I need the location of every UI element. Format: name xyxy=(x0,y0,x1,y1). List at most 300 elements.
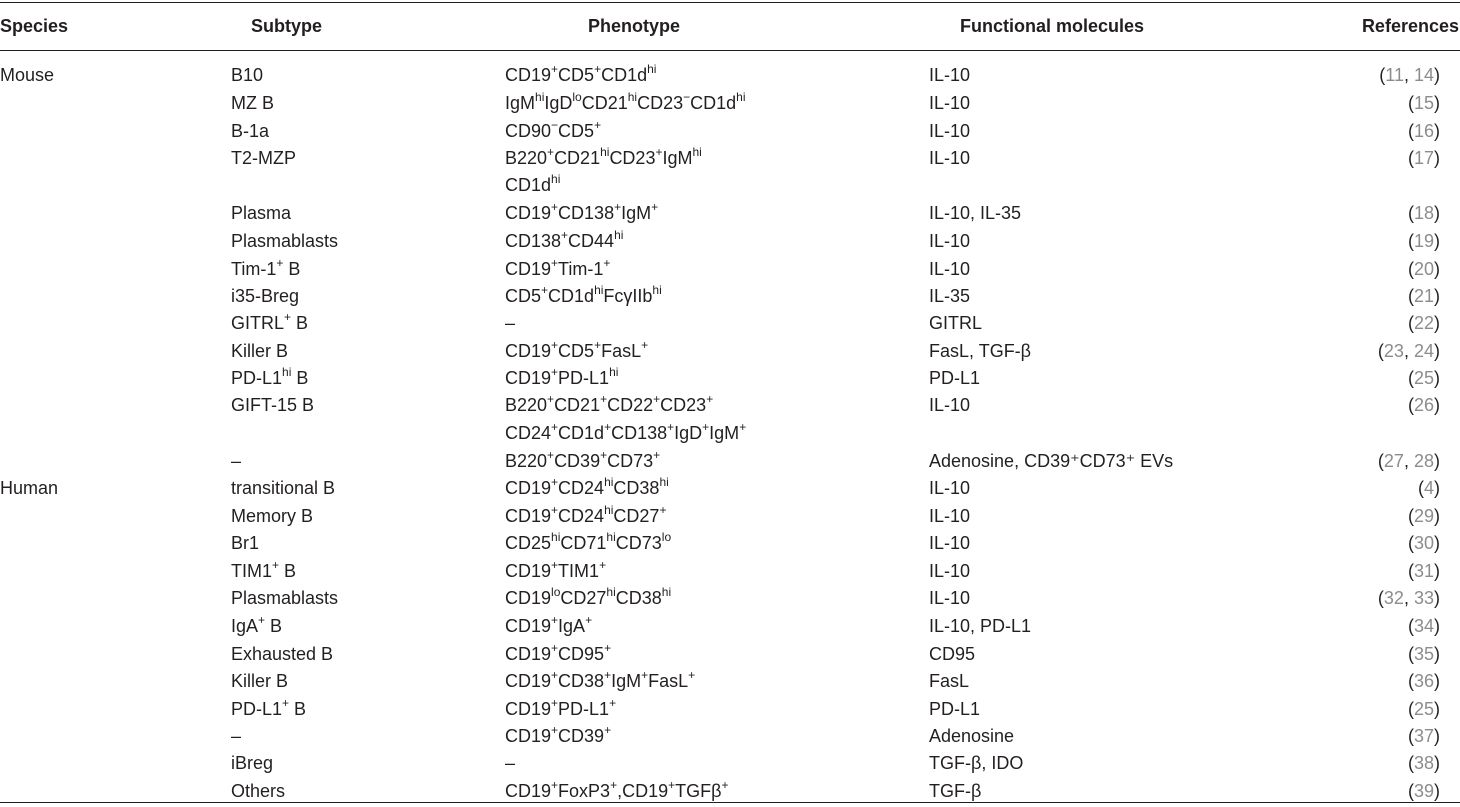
text-segment: CD25 xyxy=(505,533,552,553)
reference-link[interactable]: 37 xyxy=(1413,726,1434,746)
superscript: + xyxy=(651,200,659,214)
superscript: lo xyxy=(572,90,582,104)
references-cell: (22) xyxy=(1407,313,1440,333)
text-segment: CD19 xyxy=(505,781,552,801)
subtype-cell xyxy=(231,780,285,802)
text-segment: PD-L1 xyxy=(558,699,610,719)
table-row xyxy=(0,477,1460,504)
reference-link[interactable]: 34 xyxy=(1413,616,1434,636)
reference-link[interactable]: 25 xyxy=(1413,699,1434,719)
header-subtype: Subtype xyxy=(251,16,323,36)
text-segment: CD95 xyxy=(558,644,605,664)
phenotype-cell xyxy=(505,477,669,499)
text-segment: CD5 xyxy=(558,341,595,361)
text-segment: ,CD19 xyxy=(617,781,669,801)
text-segment: CD1d xyxy=(690,93,737,113)
text-segment: iBreg xyxy=(231,753,274,773)
superscript: + xyxy=(551,338,559,352)
text-segment: CD19 xyxy=(505,341,552,361)
superscript: hi xyxy=(692,145,702,159)
header-phenotype: Phenotype xyxy=(588,16,681,36)
superscript: + xyxy=(659,503,667,517)
superscript: + xyxy=(604,668,612,682)
subtype-cell xyxy=(231,92,274,114)
reference-link[interactable]: 18 xyxy=(1413,203,1434,223)
functional-molecules-cell: IL-10 xyxy=(929,506,971,526)
text-segment: Br1 xyxy=(231,533,260,553)
reference-link[interactable]: 11 xyxy=(1385,65,1404,85)
references-cell: (15) xyxy=(1407,93,1440,113)
functional-molecules-cell: FasL xyxy=(929,671,970,691)
table-header-rule xyxy=(0,50,1460,51)
functional-molecules-cell: IL-10 xyxy=(929,259,971,279)
reference-link[interactable]: 26 xyxy=(1413,395,1434,415)
text-segment: B xyxy=(279,561,297,581)
subtype-cell xyxy=(231,725,241,747)
superscript: hi xyxy=(604,503,614,517)
text-segment: FoxP3 xyxy=(558,781,611,801)
reference-link[interactable]: 38 xyxy=(1413,753,1434,773)
text-segment: T2-MZP xyxy=(231,148,296,168)
table-row xyxy=(0,202,1460,229)
text-segment: CD19 xyxy=(505,726,552,746)
text-segment: CD19 xyxy=(505,561,552,581)
text-segment: IgA xyxy=(231,616,259,636)
text-segment: CD138 xyxy=(611,423,668,443)
text-segment: CD90 xyxy=(505,121,552,141)
references-cell: (36) xyxy=(1407,671,1440,691)
superscript: + xyxy=(702,420,710,434)
text-segment: IgM xyxy=(505,93,536,113)
text-segment: CD19 xyxy=(505,588,552,608)
subtype-cell xyxy=(231,285,299,307)
table-row xyxy=(0,120,1460,147)
reference-link[interactable]: 32 xyxy=(1383,588,1404,608)
text-segment: CD71 xyxy=(560,533,607,553)
superscript: hi xyxy=(627,90,638,104)
functional-molecules-cell: IL-10 xyxy=(929,231,971,251)
reference-link[interactable]: 22 xyxy=(1413,313,1434,333)
text-segment: CD24 xyxy=(505,423,552,443)
reference-link[interactable]: 27 xyxy=(1383,451,1404,471)
reference-link[interactable]: 31 xyxy=(1413,561,1434,581)
text-segment: Plasmablasts xyxy=(231,231,339,251)
reference-link[interactable]: 24 xyxy=(1413,341,1434,361)
subtype-cell xyxy=(231,64,263,86)
superscript: hi xyxy=(606,530,616,544)
text-segment: Killer B xyxy=(231,671,289,691)
references-cell: (11, 14) xyxy=(1379,65,1440,85)
text-segment: CD24 xyxy=(558,478,605,498)
phenotype-cell xyxy=(505,202,658,224)
phenotype-cell xyxy=(505,422,746,444)
functional-molecules-cell: IL-10 xyxy=(929,533,971,553)
subtype-cell xyxy=(231,202,291,224)
text-segment: CD21 xyxy=(554,148,601,168)
reference-link[interactable]: 14 xyxy=(1413,65,1434,85)
subtype-cell xyxy=(231,560,296,582)
text-segment: TIM1 xyxy=(558,561,600,581)
text-segment: CD23 xyxy=(609,148,656,168)
text-segment: B-1a xyxy=(231,121,270,141)
functional-molecules-cell: GITRL xyxy=(929,313,983,333)
superscript: hi xyxy=(661,585,672,599)
text-segment: CD73 xyxy=(607,451,654,471)
text-segment: CD22 xyxy=(607,395,654,415)
superscript: + xyxy=(551,668,559,682)
text-segment: B220 xyxy=(505,148,548,168)
table-row xyxy=(0,92,1460,119)
reference-link[interactable]: 16 xyxy=(1413,121,1434,141)
text-segment: IgM xyxy=(662,148,693,168)
superscript: − xyxy=(683,90,691,104)
references-cell: (25) xyxy=(1407,699,1440,719)
text-segment: CD27 xyxy=(560,588,607,608)
text-segment: transitional B xyxy=(231,478,336,498)
functional-molecules-cell: IL-10 xyxy=(929,561,971,581)
table-row xyxy=(0,340,1460,367)
superscript: + xyxy=(604,723,612,737)
text-segment: IgM xyxy=(709,423,740,443)
text-segment: CD138 xyxy=(558,203,615,223)
superscript: + xyxy=(258,613,266,627)
text-segment: B xyxy=(283,259,301,279)
superscript: hi xyxy=(600,145,610,159)
text-segment: CD19 xyxy=(505,259,552,279)
superscript: hi xyxy=(614,228,624,242)
reference-link[interactable]: 17 xyxy=(1413,148,1434,168)
phenotype-cell xyxy=(505,312,515,334)
header-functional-molecules: Functional molecules xyxy=(960,16,1145,36)
text-segment: IgD xyxy=(674,423,703,443)
superscript: hi xyxy=(609,365,619,379)
superscript: hi xyxy=(551,172,561,186)
superscript: + xyxy=(721,778,729,792)
text-segment: GIFT-15 B xyxy=(231,395,315,415)
reference-link[interactable]: 15 xyxy=(1413,93,1434,113)
phenotype-cell xyxy=(505,532,671,554)
reference-link[interactable]: 4 xyxy=(1423,478,1434,498)
table-row xyxy=(0,615,1460,642)
superscript: + xyxy=(547,448,555,462)
text-segment: B xyxy=(289,699,307,719)
functional-molecules-cell: IL-35 xyxy=(929,286,971,306)
phenotype-cell xyxy=(505,505,666,527)
text-segment: CD1d xyxy=(601,65,648,85)
text-segment: Exhausted B xyxy=(231,644,334,664)
superscript: + xyxy=(551,778,559,792)
text-segment: PD-L1 xyxy=(231,368,283,388)
superscript: + xyxy=(604,420,612,434)
text-segment: CD21 xyxy=(581,93,628,113)
superscript: + xyxy=(272,558,280,572)
superscript: − xyxy=(551,118,559,132)
phenotype-cell xyxy=(505,285,662,307)
text-segment: CD19 xyxy=(505,478,552,498)
superscript: + xyxy=(667,420,675,434)
table-row xyxy=(0,560,1460,587)
text-segment: – xyxy=(231,451,242,471)
references-cell: (31) xyxy=(1407,561,1440,581)
references-cell: (38) xyxy=(1407,753,1440,773)
phenotype-cell xyxy=(505,120,601,142)
text-segment: CD44 xyxy=(568,231,615,251)
text-segment: CD1d xyxy=(558,423,605,443)
reference-link[interactable]: 35 xyxy=(1413,644,1434,664)
superscript: + xyxy=(641,668,649,682)
text-segment: CD24 xyxy=(558,506,605,526)
references-cell: (37) xyxy=(1407,726,1440,746)
reference-link[interactable]: 33 xyxy=(1413,588,1434,608)
text-segment: CD21 xyxy=(554,395,601,415)
text-segment: GITRL xyxy=(231,313,285,333)
functional-molecules-cell: IL-10, PD-L1 xyxy=(929,616,1032,636)
superscript: lo xyxy=(661,530,672,544)
text-segment: FcγIIb xyxy=(603,286,653,306)
table-row xyxy=(0,230,1460,257)
references-cell: (26) xyxy=(1407,395,1440,415)
header-species: Species xyxy=(0,16,69,36)
subtype-cell xyxy=(231,258,300,280)
text-segment: TGFβ xyxy=(675,781,722,801)
subtype-cell xyxy=(231,367,308,389)
reference-link[interactable]: 28 xyxy=(1413,451,1434,471)
phenotype-cell xyxy=(505,752,515,774)
superscript: hi xyxy=(594,283,604,297)
table-row xyxy=(0,698,1460,725)
subtype-cell xyxy=(231,340,288,362)
text-segment: i35-Breg xyxy=(231,286,300,306)
table-row xyxy=(0,258,1460,285)
text-segment: IgA xyxy=(558,616,586,636)
superscript: + xyxy=(600,392,608,406)
superscript: + xyxy=(599,558,607,572)
references-cell: (30) xyxy=(1407,533,1440,553)
text-segment: CD1d xyxy=(505,175,552,195)
superscript: + xyxy=(609,696,617,710)
phenotype-cell xyxy=(505,340,648,362)
functional-molecules-cell: IL-10 xyxy=(929,121,971,141)
phenotype-cell xyxy=(505,92,746,114)
superscript: hi xyxy=(606,585,616,599)
superscript: hi xyxy=(659,475,669,489)
subtype-cell xyxy=(231,312,308,334)
table-row xyxy=(0,505,1460,532)
text-segment: CD5 xyxy=(558,65,595,85)
functional-molecules-cell: IL-10 xyxy=(929,93,971,113)
references-cell: (39) xyxy=(1407,781,1440,801)
superscript: hi xyxy=(282,365,292,379)
text-segment: B xyxy=(291,313,309,333)
text-segment: CD38 xyxy=(558,671,605,691)
table-row xyxy=(0,367,1460,394)
text-segment: IgD xyxy=(544,93,573,113)
superscript: + xyxy=(282,696,290,710)
text-segment: CD19 xyxy=(505,616,552,636)
reference-link[interactable]: 29 xyxy=(1413,506,1434,526)
superscript: hi xyxy=(604,475,614,489)
superscript: + xyxy=(551,475,559,489)
phenotype-cell xyxy=(505,643,611,665)
subtype-cell xyxy=(231,670,288,692)
text-segment: CD38 xyxy=(615,588,662,608)
subtype-cell xyxy=(231,477,335,499)
superscript: + xyxy=(547,145,555,159)
phenotype-cell xyxy=(505,230,623,252)
table-row xyxy=(0,752,1460,779)
phenotype-cell xyxy=(505,780,729,802)
text-segment: TIM1 xyxy=(231,561,273,581)
table-row xyxy=(0,394,1460,421)
functional-molecules-cell: TGF-β, IDO xyxy=(929,753,1024,773)
text-segment: CD73 xyxy=(615,533,662,553)
subtype-cell xyxy=(231,532,259,554)
text-segment: Tim-1 xyxy=(558,259,604,279)
text-segment: PD-L1 xyxy=(231,699,283,719)
phenotype-cell xyxy=(505,725,611,747)
text-segment: B xyxy=(291,368,309,388)
superscript: + xyxy=(594,118,602,132)
text-segment: CD19 xyxy=(505,671,552,691)
table-row xyxy=(0,643,1460,670)
functional-molecules-cell: TGF-β xyxy=(929,781,982,801)
text-segment: B10 xyxy=(231,65,264,85)
reference-link[interactable]: 21 xyxy=(1413,286,1434,306)
text-segment: IgM xyxy=(611,671,642,691)
table-row xyxy=(0,450,1460,477)
superscript: + xyxy=(551,200,559,214)
functional-molecules-cell: Adenosine, CD39⁺CD73⁺ EVs xyxy=(929,451,1174,471)
functional-molecules-cell: Adenosine xyxy=(929,726,1015,746)
references-cell: (16) xyxy=(1407,121,1440,141)
references-cell: (23, 24) xyxy=(1377,341,1440,361)
superscript: + xyxy=(547,392,555,406)
superscript: + xyxy=(551,256,559,270)
text-segment: CD5 xyxy=(505,286,542,306)
subtype-cell xyxy=(231,643,333,665)
references-cell: (17) xyxy=(1407,148,1440,168)
text-segment: FasL xyxy=(648,671,689,691)
superscript: + xyxy=(551,62,559,76)
text-segment: – xyxy=(505,753,516,773)
superscript: + xyxy=(551,696,559,710)
superscript: + xyxy=(706,392,714,406)
superscript: + xyxy=(603,256,611,270)
text-segment: CD19 xyxy=(505,699,552,719)
species-cell: Mouse xyxy=(0,65,55,85)
reference-link[interactable]: 20 xyxy=(1413,259,1434,279)
table-row xyxy=(0,532,1460,559)
subtype-cell xyxy=(231,615,282,637)
table-row xyxy=(0,312,1460,339)
superscript: + xyxy=(551,558,559,572)
subtype-cell xyxy=(231,120,269,142)
text-segment: CD23 xyxy=(637,93,684,113)
text-segment: CD19 xyxy=(505,65,552,85)
reference-link[interactable]: 39 xyxy=(1413,781,1434,801)
reference-link[interactable]: 25 xyxy=(1413,368,1434,388)
phenotype-cell xyxy=(505,174,560,196)
superscript: + xyxy=(551,420,559,434)
phenotype-cell xyxy=(505,394,713,416)
superscript: + xyxy=(585,613,593,627)
phenotype-cell xyxy=(505,670,695,692)
text-segment: PD-L1 xyxy=(558,368,610,388)
subtype-cell xyxy=(231,698,306,720)
table-row xyxy=(0,64,1460,91)
references-cell: (32, 33) xyxy=(1377,588,1440,608)
superscript: + xyxy=(541,283,549,297)
phenotype-cell xyxy=(505,147,702,169)
text-segment: CD39 xyxy=(554,451,601,471)
text-segment: B220 xyxy=(505,451,548,471)
subtype-cell xyxy=(231,752,273,774)
superscript: + xyxy=(284,310,292,324)
reference-link[interactable]: 23 xyxy=(1383,341,1404,361)
superscript: + xyxy=(655,145,663,159)
functional-molecules-cell: IL-10 xyxy=(929,588,971,608)
superscript: + xyxy=(739,420,747,434)
text-segment: CD5 xyxy=(558,121,595,141)
superscript: + xyxy=(641,338,649,352)
subtype-cell xyxy=(231,394,314,416)
superscript: + xyxy=(604,641,612,655)
references-cell: (19) xyxy=(1407,231,1440,251)
functional-molecules-cell: IL-10, IL-35 xyxy=(929,203,1022,223)
table-row xyxy=(0,725,1460,752)
references-cell: (35) xyxy=(1407,644,1440,664)
functional-molecules-cell: CD95 xyxy=(929,644,976,664)
references-cell: (4) xyxy=(1417,478,1440,498)
superscript: + xyxy=(551,503,559,517)
superscript: hi xyxy=(736,90,746,104)
superscript: + xyxy=(600,448,608,462)
phenotype-cell xyxy=(505,258,610,280)
superscript: hi xyxy=(647,62,657,76)
functional-molecules-cell: IL-10 xyxy=(929,478,971,498)
phenotype-cell xyxy=(505,64,656,86)
superscript: + xyxy=(551,613,559,627)
text-segment: – xyxy=(231,726,242,746)
species-cell: Human xyxy=(0,478,59,498)
reference-link[interactable]: 36 xyxy=(1413,671,1434,691)
superscript: + xyxy=(594,62,602,76)
phenotype-cell xyxy=(505,450,660,472)
phenotype-cell xyxy=(505,698,616,720)
table-top-rule xyxy=(0,2,1460,3)
text-segment: B220 xyxy=(505,395,548,415)
superscript: + xyxy=(653,392,661,406)
text-segment: Killer B xyxy=(231,341,289,361)
superscript: + xyxy=(653,448,661,462)
text-segment: Memory B xyxy=(231,506,314,526)
phenotype-cell xyxy=(505,615,592,637)
superscript: + xyxy=(276,256,284,270)
superscript: + xyxy=(561,228,569,242)
references-cell: (20) xyxy=(1407,259,1440,279)
superscript: hi xyxy=(551,530,561,544)
subtype-cell xyxy=(231,505,313,527)
functional-molecules-cell: FasL, TGF-β xyxy=(929,341,1032,361)
reference-link[interactable]: 30 xyxy=(1413,533,1434,553)
phenotype-cell xyxy=(505,587,671,609)
superscript: + xyxy=(688,668,696,682)
reference-link[interactable]: 19 xyxy=(1413,231,1434,251)
text-segment: Others xyxy=(231,781,286,801)
superscript: + xyxy=(614,200,622,214)
functional-molecules-cell: IL-10 xyxy=(929,148,971,168)
functional-molecules-cell: PD-L1 xyxy=(929,368,981,388)
